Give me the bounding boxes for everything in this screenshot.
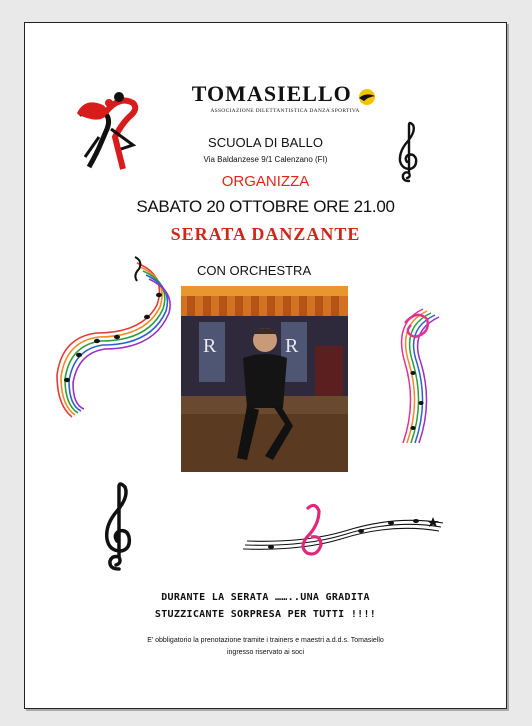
sun-logo-icon — [356, 88, 378, 106]
school-address: Via Baldanzese 9/1 Calenzano (FI) — [203, 155, 328, 164]
svg-text:R: R — [203, 335, 217, 357]
tomasiello-logo — [185, 81, 385, 114]
pink-music-swirl-icon — [241, 499, 447, 561]
event-title: SERATA DANZANTE — [170, 224, 361, 244]
organizza-label: ORGANIZZA — [221, 173, 310, 190]
footer-note-1: E' obbligatorio la prenotazione tramite i trainers e maestri a.d.d.s. Tomasiello — [147, 637, 384, 644]
logo-name: TOMASIELLO — [191, 81, 352, 106]
music-staff-swirl-icon — [47, 255, 177, 425]
svg-text:R: R — [285, 335, 299, 357]
event-with: CON ORCHESTRA — [197, 263, 312, 278]
footer-note-2: ingresso riservato ai soci — [226, 649, 305, 656]
flyer-page — [24, 22, 507, 709]
school-name: SCUOLA DI BALLO — [208, 135, 323, 150]
music-staff-swirl-right-icon — [383, 303, 453, 453]
event-date: SABATO 20 OTTOBRE ORE 21.00 — [136, 197, 395, 216]
footer-line-1: DURANTE LA SERATA ……..UNA GRADITA — [161, 592, 370, 603]
performer-photo — [181, 286, 348, 472]
treble-clef-bottom-icon — [101, 481, 135, 573]
logo-subtitle: ASSOCIAZIONE DILETTANTISTICA DANZA SPORTIVA — [210, 108, 360, 114]
footer-line-2: STUZZICANTE SORPRESA PER TUTTI !!!! — [154, 609, 377, 620]
